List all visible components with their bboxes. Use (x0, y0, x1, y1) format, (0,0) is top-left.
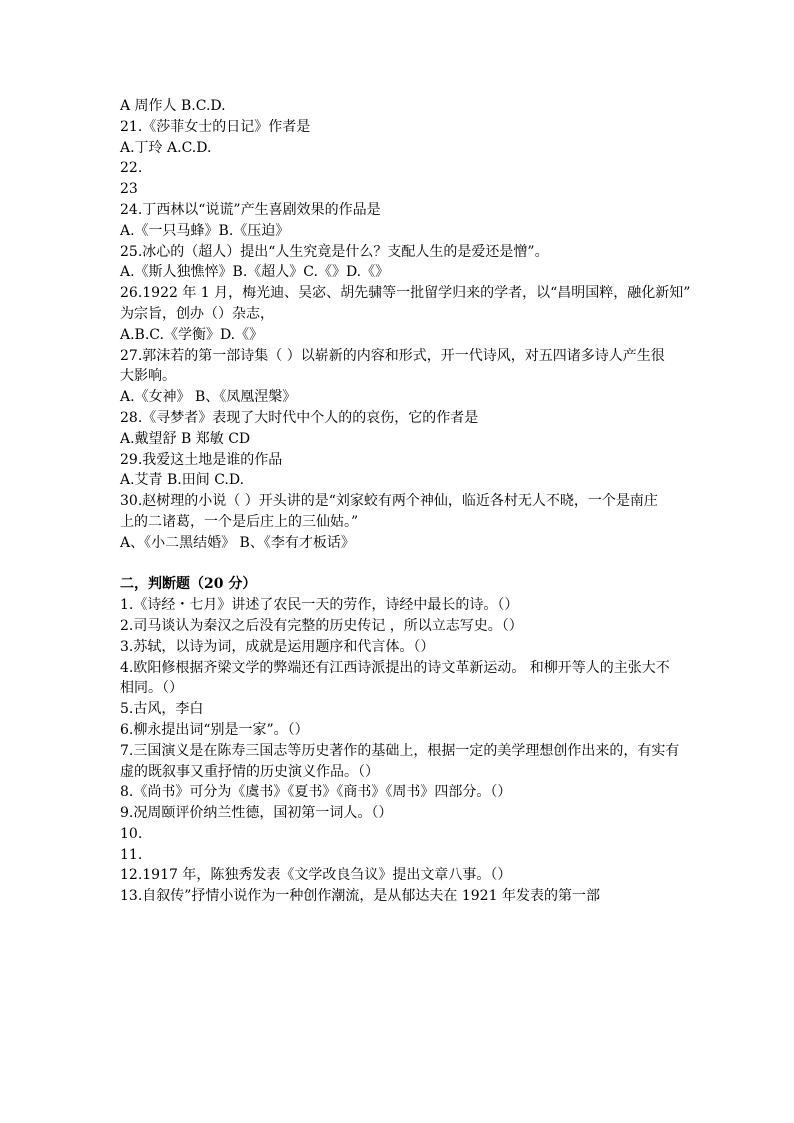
section-spacer (120, 554, 680, 575)
text-line: A 周作人 B.C.D. (120, 98, 226, 114)
text-line: 上的二诸葛，一个是后庄上的三仙姑。” (120, 513, 359, 530)
judgement-1: 1.《诗经・七月》讲述了农民一天的劳作，诗经中最长的诗。（） (120, 597, 519, 614)
judgement-12: 12.1917 年，陈独秀发表《文学改良刍议》提出文章八事。（） (120, 867, 512, 884)
judgement-3: 3.苏轼，以诗为词，成就是运用题序和代言体。（） (120, 638, 435, 655)
text-line: A.戴望舒 B 郑敏 CD (120, 430, 251, 447)
question-30: 30.赵树理的小说（ ）开头讲的是“刘家蛟有两个神仙，临近各村无人不晓，一个是南庄 (120, 493, 658, 510)
judgement-13: 13.自叙传”抒情小说作为一种创作潮流，是从郁达夫在 1921 年发表的第一部 (120, 888, 600, 905)
judgement-7: 7.三国演义是在陈寿三国志等历史著作的基础上，根据一定的美学理想创作出来的，有实有 (120, 742, 680, 759)
document-page (120, 96, 691, 907)
question-26: 26.1922 年 1 月，梅光迪、吴宓、胡先骕等一批留学归来的学者，以“昌明国粹，融化新知” (120, 285, 691, 302)
question-25: 25.冰心的（超人）提出“人生究竟是什么？支配人生的是爱还是憎”。 (120, 243, 549, 260)
text-line: 相同。（） (120, 680, 183, 697)
judgement-6: 6.柳永提出词“别是一家”。（） (120, 721, 309, 738)
question-29: 29.我爱这土地是谁的作品 (120, 451, 283, 468)
text-line: 虚的既叙事又重抒情的历史演义作品。（） (120, 763, 379, 780)
text-line: 大影响。 (120, 368, 176, 385)
text-line: A.《斯人独憔悴》B.《超人》C.《》D.《》 (120, 264, 390, 281)
text-line: A、《小二黑结婚》 B、《李有才板话》 (120, 534, 355, 551)
section-heading: 二，判断题（20 分） (120, 576, 257, 593)
judgement-9: 9.况周颐评价纳兰性德，国初第一词人。（） (120, 805, 393, 822)
question-24: 24.丁西林以“说谎”产生喜剧效果的作品是 (120, 201, 381, 218)
judgement-8: 8.《尚书》可分为《虞书》《夏书》《商书》《周书》四部分。（） (120, 784, 512, 801)
question-28: 28.《寻梦者》表现了大时代中个人的的哀伤，它的作者是 (120, 409, 479, 426)
question-23: 23 (120, 181, 138, 198)
judgement-5: 5.古风，李白 (120, 701, 204, 718)
judgement-4: 4.欧阳修根据齐梁文学的弊端还有江西诗派提出的诗文革新运动。 和柳开等人的主张大不 (120, 659, 670, 676)
judgement-2: 2.司马谈认为秦汉之后没有完整的历史传记 ，所以立志写史。（） (120, 617, 523, 634)
text-line: A.《一只马蜂》B.《压迫》 (120, 222, 290, 239)
question-27: 27.郭沫若的第一部诗集（ ）以崭新的内容和形式，开一代诗风，对五四诸多诗人产生很 (120, 347, 665, 364)
question-22: 22. (120, 160, 143, 177)
text-line: A.丁玲 A.C.D. (120, 139, 212, 156)
text-line: A.《女神》 B、《凤凰涅槃》 (120, 389, 297, 406)
text-line: A.艾青 B.田间 C.D. (120, 472, 245, 489)
question-21: 21.《莎菲女士的日记》作者是 (120, 118, 311, 135)
text-line: A.B.C.《学衡》D.《》 (120, 326, 264, 343)
text-line: 为宗旨，创办（）杂志， (120, 305, 274, 322)
judgement-10: 10. (120, 825, 143, 842)
judgement-11: 11. (120, 846, 143, 863)
